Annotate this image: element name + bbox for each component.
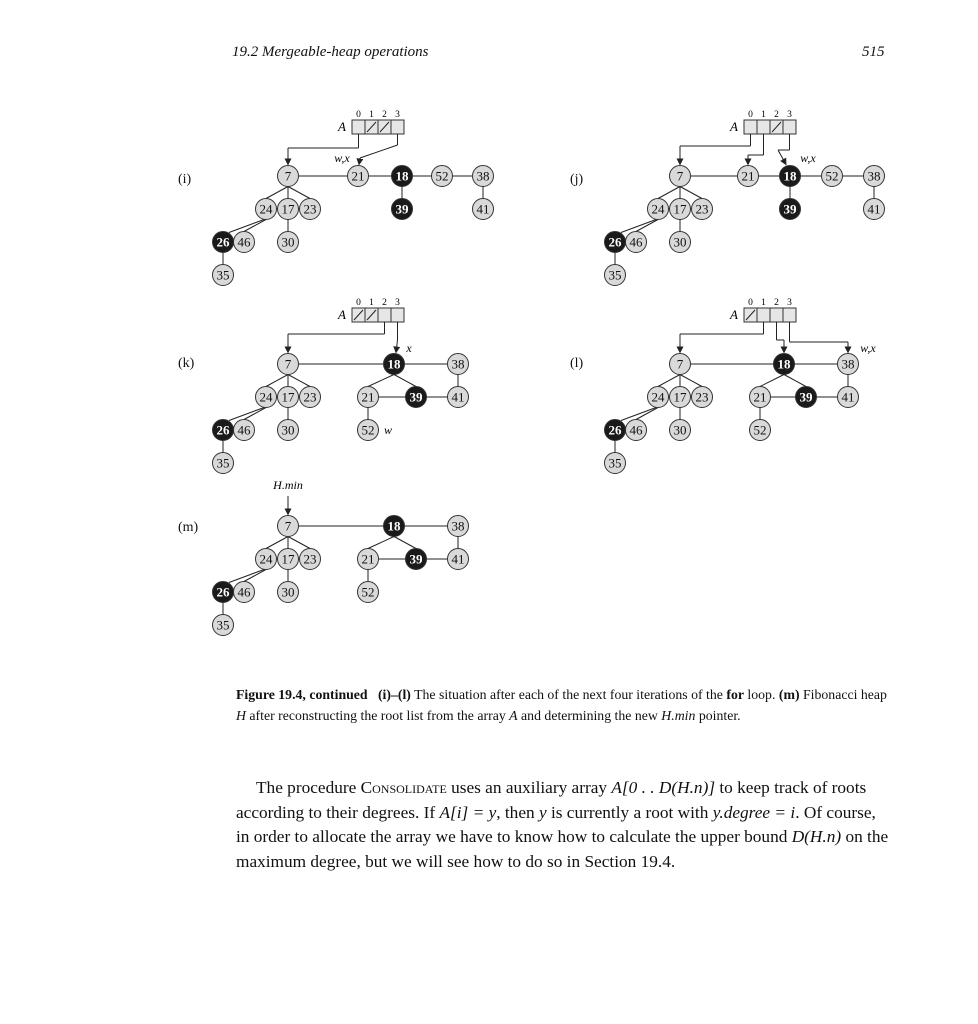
edge [266, 187, 288, 199]
node-key: 24 [259, 201, 273, 217]
node-key: 30 [281, 234, 295, 250]
panel-label-j: (j) [570, 172, 584, 187]
node-23 [300, 387, 321, 408]
node-key: 41 [451, 389, 465, 405]
node-key: 46 [237, 234, 251, 250]
node-52 [432, 166, 453, 187]
node-23 [692, 199, 713, 220]
node-key: 24 [259, 389, 273, 405]
node-23 [300, 199, 321, 220]
array-index: 1 [369, 110, 374, 120]
node-key: 7 [284, 168, 292, 184]
node-7 [278, 516, 299, 537]
panel-label-k: (k) [178, 356, 195, 371]
panel-label-l: (l) [570, 356, 584, 371]
node-key: 18 [395, 168, 409, 184]
node-key: 23 [303, 389, 317, 405]
node-35 [213, 265, 234, 286]
edge [680, 187, 702, 199]
node-key: 23 [695, 389, 709, 405]
pointer-label-wx: w,x [334, 151, 350, 165]
edge [760, 375, 784, 387]
hmin-pointer-label: H.min [273, 478, 303, 492]
node-key: 46 [629, 422, 643, 438]
node-key: 30 [673, 422, 687, 438]
node-30 [278, 420, 299, 441]
node-41 [864, 199, 885, 220]
node-18 [774, 354, 795, 375]
node-key: 18 [783, 168, 797, 184]
pointer-label-wx: w,x [860, 341, 876, 355]
body-text: to keep track of roots according to their degrees. If [236, 778, 867, 822]
node-26 [213, 582, 234, 603]
edge [288, 187, 310, 199]
node-key: 17 [281, 201, 295, 217]
edge [266, 537, 288, 549]
node-key: 52 [435, 168, 449, 184]
node-key: 38 [476, 168, 490, 184]
node-key: 30 [673, 234, 687, 250]
pointer-label-w: w [383, 423, 393, 437]
node-key: 18 [387, 518, 401, 534]
node-key: 30 [281, 422, 295, 438]
node-39 [392, 199, 413, 220]
node-key: 26 [608, 422, 622, 438]
array-cell [352, 120, 365, 134]
caption-text: pointer. [695, 708, 741, 723]
edge [658, 187, 680, 199]
edge [658, 375, 680, 387]
node-key: 39 [395, 201, 409, 217]
body-text: . Of course, in order to allocate the array we have to know how to calculate the upper bound [236, 802, 876, 846]
node-21 [348, 166, 369, 187]
node-38 [864, 166, 885, 187]
math-expression: A[i] = y [439, 802, 497, 822]
panel-label-m: (m) [178, 520, 199, 535]
array-cell [783, 308, 796, 322]
node-52 [358, 420, 379, 441]
math-expression: y [538, 802, 547, 822]
node-39 [406, 387, 427, 408]
caption-text: loop. [743, 687, 776, 702]
node-26 [213, 420, 234, 441]
node-35 [605, 453, 626, 474]
array-index: 3 [787, 298, 792, 308]
body-text: is currently a root with [546, 802, 713, 822]
math-expression: y.degree = i [712, 802, 796, 822]
node-key: 39 [409, 389, 423, 405]
node-key: 17 [281, 389, 295, 405]
node-key: 35 [608, 267, 622, 283]
node-35 [213, 615, 234, 636]
node-35 [605, 265, 626, 286]
node-key: 39 [409, 551, 423, 567]
caption-text: Fibonacci heap [799, 687, 887, 702]
caption-text: The situation after each of the next four iterations of the [410, 687, 727, 702]
array-A-panel-k [337, 298, 404, 322]
running-header-section: 19.2 Mergeable-heap operations [232, 44, 429, 60]
page-number: 515 [862, 44, 885, 60]
array-index: 2 [382, 298, 387, 308]
caption-math: H.min [661, 708, 696, 723]
node-key: 18 [387, 356, 401, 372]
node-key: 46 [237, 584, 251, 600]
node-key: 23 [695, 201, 709, 217]
node-35 [213, 453, 234, 474]
node-26 [605, 420, 626, 441]
math-expression: A[0 . . D(H.n)] [611, 778, 716, 797]
node-7 [278, 166, 299, 187]
node-30 [670, 232, 691, 253]
node-key: 41 [841, 389, 855, 405]
array-cell [391, 308, 404, 322]
array-cell [770, 308, 783, 322]
node-18 [392, 166, 413, 187]
array-A-panel-j [729, 110, 796, 134]
array-index: 2 [774, 298, 779, 308]
node-key: 52 [361, 422, 375, 438]
node-24 [648, 387, 669, 408]
node-21 [738, 166, 759, 187]
node-26 [605, 232, 626, 253]
node-key: 35 [608, 455, 622, 471]
node-key: 26 [608, 234, 622, 250]
node-23 [300, 549, 321, 570]
array-A-panel-i [337, 110, 404, 134]
node-18 [780, 166, 801, 187]
node-key: 7 [284, 518, 292, 534]
node-key: 39 [799, 389, 813, 405]
array-index: 1 [761, 110, 766, 120]
body-text: on the maximum degree, but we will see how to do so in Section 19.4. [236, 827, 889, 871]
node-38 [448, 516, 469, 537]
node-30 [670, 420, 691, 441]
pointer-arrow [359, 158, 360, 165]
node-key: 7 [676, 356, 684, 372]
array-name: A [338, 119, 346, 134]
pointer-arrow [778, 150, 786, 165]
node-17 [278, 549, 299, 570]
math-expression: D(H.n) [791, 827, 842, 846]
edge [394, 537, 416, 549]
pointer-label-wx: w,x [800, 151, 816, 165]
node-key: 21 [361, 551, 375, 567]
node-key: 26 [216, 234, 230, 250]
node-key: 35 [216, 267, 230, 283]
body-paragraph [236, 776, 890, 874]
array-index: 1 [761, 298, 766, 308]
node-21 [750, 387, 771, 408]
node-key: 52 [361, 584, 375, 600]
body-text: The procedure [256, 778, 361, 797]
node-39 [796, 387, 817, 408]
node-key: 21 [361, 389, 375, 405]
node-41 [838, 387, 859, 408]
node-key: 41 [867, 201, 881, 217]
body-text: uses an auxiliary array [446, 778, 612, 797]
node-key: 26 [216, 584, 230, 600]
edge [266, 375, 288, 387]
node-41 [473, 199, 494, 220]
body-text: , then [496, 802, 539, 822]
node-key: 7 [284, 356, 292, 372]
node-key: 17 [281, 551, 295, 567]
node-21 [358, 387, 379, 408]
node-key: 23 [303, 551, 317, 567]
node-52 [750, 420, 771, 441]
node-key: 17 [673, 389, 687, 405]
array-index: 0 [356, 298, 361, 308]
pointer-arrow [396, 340, 398, 353]
node-key: 21 [741, 168, 755, 184]
array-index: 2 [774, 110, 779, 120]
array-cell [783, 120, 796, 134]
node-18 [384, 516, 405, 537]
node-17 [670, 199, 691, 220]
edge [368, 537, 394, 549]
edge [368, 375, 394, 387]
node-key: 46 [237, 422, 251, 438]
node-key: 35 [216, 617, 230, 633]
array-cell [378, 308, 391, 322]
edge [680, 375, 702, 387]
node-7 [670, 354, 691, 375]
node-key: 38 [867, 168, 881, 184]
array-cell [391, 120, 404, 134]
node-52 [358, 582, 379, 603]
caption-math: A [509, 708, 518, 723]
array-index: 2 [382, 110, 387, 120]
node-46 [626, 420, 647, 441]
node-17 [670, 387, 691, 408]
caption-text: and determining the new [517, 708, 662, 723]
node-key: 24 [651, 201, 665, 217]
node-46 [626, 232, 647, 253]
node-key: 38 [451, 356, 465, 372]
node-41 [448, 549, 469, 570]
node-key: 35 [216, 455, 230, 471]
node-key: 23 [303, 201, 317, 217]
node-38 [448, 354, 469, 375]
edge [394, 375, 416, 387]
node-38 [473, 166, 494, 187]
array-index: 3 [787, 110, 792, 120]
array-index: 1 [369, 298, 374, 308]
array-cell [744, 120, 757, 134]
array-index: 0 [748, 110, 753, 120]
edge [288, 537, 310, 549]
array-cell [757, 308, 770, 322]
node-key: 24 [259, 551, 273, 567]
pointer-label-x: x [406, 341, 412, 355]
node-30 [278, 582, 299, 603]
node-39 [406, 549, 427, 570]
array-index: 0 [748, 298, 753, 308]
node-key: 30 [281, 584, 295, 600]
node-38 [838, 354, 859, 375]
caption-range: (m) [778, 687, 800, 702]
caption-math: H [236, 708, 246, 723]
node-46 [234, 420, 255, 441]
caption-figure-label: Figure 19.4, continued [236, 687, 368, 702]
node-26 [213, 232, 234, 253]
figure-caption [236, 684, 890, 726]
array-A-panel-l [729, 298, 796, 322]
node-key: 26 [216, 422, 230, 438]
node-key: 24 [651, 389, 665, 405]
node-18 [384, 354, 405, 375]
array-index: 3 [395, 298, 400, 308]
node-23 [692, 387, 713, 408]
node-key: 52 [753, 422, 767, 438]
node-24 [256, 387, 277, 408]
node-30 [278, 232, 299, 253]
node-7 [278, 354, 299, 375]
node-key: 39 [783, 201, 797, 217]
array-index: 3 [395, 110, 400, 120]
edge [360, 145, 398, 158]
node-39 [780, 199, 801, 220]
node-key: 7 [676, 168, 684, 184]
node-21 [358, 549, 379, 570]
node-key: 38 [451, 518, 465, 534]
edge [288, 375, 310, 387]
node-24 [648, 199, 669, 220]
node-key: 18 [777, 356, 791, 372]
panel-label-i: (i) [178, 172, 192, 187]
caption-text: after reconstructing the root list from the array [245, 708, 510, 723]
node-41 [448, 387, 469, 408]
node-key: 41 [451, 551, 465, 567]
node-key: 46 [629, 234, 643, 250]
node-key: 17 [673, 201, 687, 217]
node-key: 21 [753, 389, 767, 405]
procedure-name: Consolidate [360, 778, 447, 797]
node-key: 41 [476, 201, 490, 217]
array-name: A [730, 307, 738, 322]
node-key: 21 [351, 168, 365, 184]
node-17 [278, 387, 299, 408]
edge [784, 375, 806, 387]
array-index: 0 [356, 110, 361, 120]
node-24 [256, 199, 277, 220]
caption-keyword: for [726, 687, 744, 702]
array-name: A [338, 307, 346, 322]
array-name: A [730, 119, 738, 134]
node-46 [234, 232, 255, 253]
array-cell [757, 120, 770, 134]
node-17 [278, 199, 299, 220]
node-52 [822, 166, 843, 187]
node-key: 52 [825, 168, 839, 184]
caption-range: (i)–(l) [377, 687, 411, 702]
node-24 [256, 549, 277, 570]
node-key: 38 [841, 356, 855, 372]
node-7 [670, 166, 691, 187]
node-46 [234, 582, 255, 603]
